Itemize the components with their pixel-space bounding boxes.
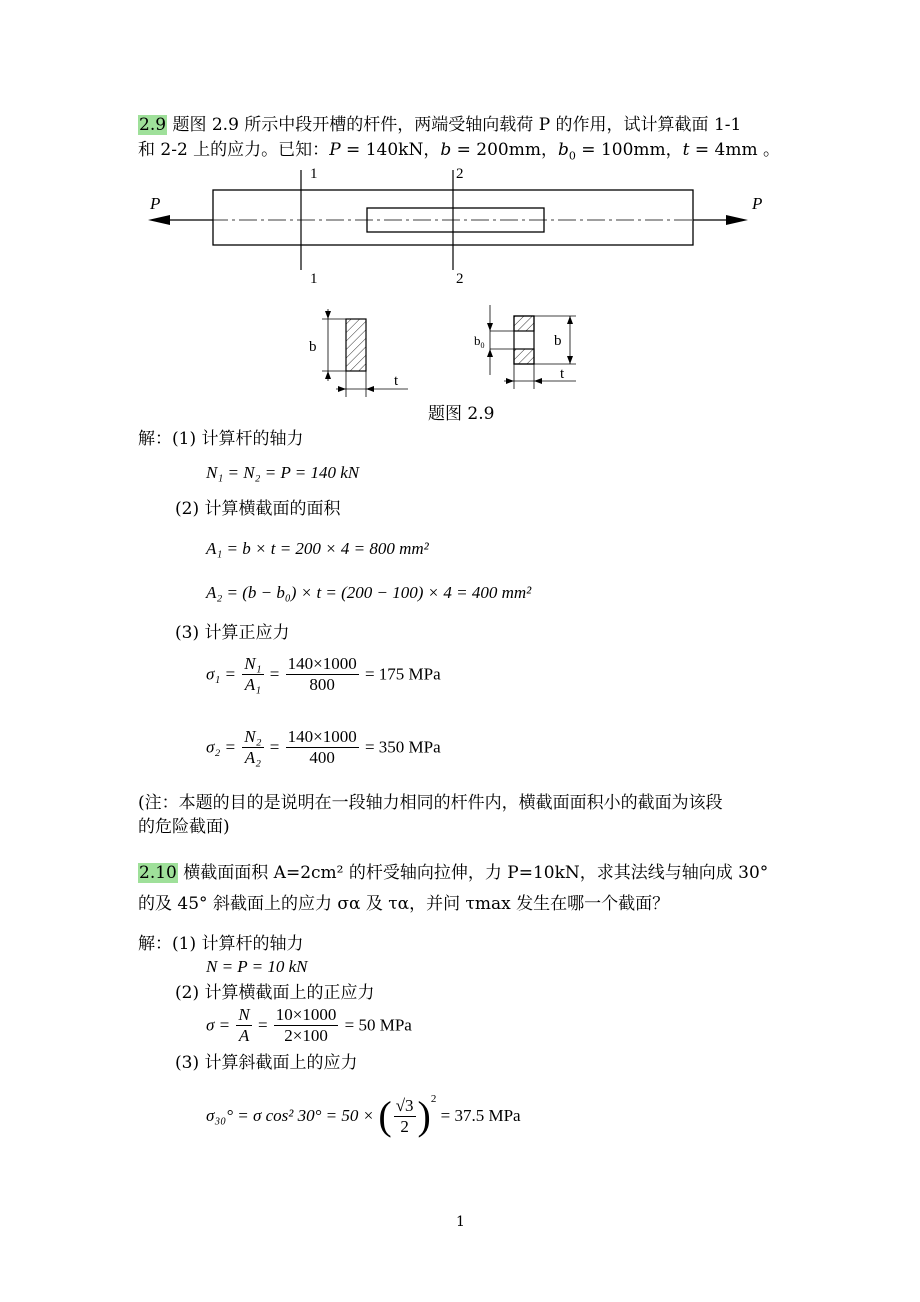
solution-2-10-eq2: σ = $\frac{N}{A}$ = $\frac{10\times 1000}{2\times 100}$ = 50 MPa bbox=[206, 1005, 412, 1045]
section-2-top-label: 2 bbox=[456, 166, 464, 182]
figure-caption: 题图 2.9 bbox=[428, 404, 495, 424]
solution-2-9-step3: (3) 计算正应力 bbox=[175, 623, 290, 643]
solution-2-9-eq2b: A₂ = (b − b₀) × t = (200 − 100) × 4 = 400 mm² bbox=[206, 583, 532, 602]
solution-2-10-eq1: N = P = 10 kN bbox=[206, 957, 308, 976]
problem-2-10-line2: 的及 45° 斜截面上的应力 σα 及 τα，并问 τmax 发生在哪一个截面？ bbox=[138, 894, 670, 914]
section-2-bottom-label: 2 bbox=[456, 271, 464, 287]
dim-b-label-2: b bbox=[554, 333, 562, 349]
solution-2-10-step1: 解：(1) 计算杆的轴力 bbox=[138, 934, 304, 954]
dim-b-label-1: b bbox=[309, 339, 317, 355]
problem-2-10-line1: 2.10 横截面面积 A=2cm² 的杆受轴向拉伸，力 P=10kN，求其法线与轴向成 30° bbox=[139, 863, 769, 883]
problem-2-9-line2: 和 2-2 上的应力。已知：P = 140kN，b = 200mm，$b_0 = 100mm$，t = 4mm 。 bbox=[138, 140, 781, 163]
left-load-label: P bbox=[150, 194, 161, 213]
section-1-top-label: 1 bbox=[310, 166, 318, 182]
problem-2-9-number: 2.9 bbox=[139, 115, 167, 135]
right-load-label: P bbox=[752, 194, 763, 213]
section-1-bottom-label: 1 bbox=[310, 271, 318, 287]
solution-2-9-eq3b: σ₂ = $\frac{\text{N₂}}{\text{A₂}}$ = $\frac{140\times 1000}{400}$ = 350 MPa bbox=[206, 727, 441, 767]
note-line2: 的危险截面) bbox=[138, 817, 230, 837]
dim-t-label-1: t bbox=[394, 373, 399, 389]
cross-section-1 bbox=[346, 319, 366, 371]
solution-2-9-step2: (2) 计算横截面的面积 bbox=[175, 499, 341, 519]
dim-b0-label: $b_0$ bbox=[474, 333, 485, 350]
page-number: 1 bbox=[456, 1214, 465, 1230]
figure-2-9 bbox=[140, 165, 800, 405]
problem-2-9-line1: 2.9 题图 2.9 所示中段开槽的杆件，两端受轴向载荷 P 的作用，试计算截面 1-1 bbox=[139, 115, 742, 135]
solution-2-10-step3: (3) 计算斜截面上的应力 bbox=[175, 1053, 358, 1073]
left-load-arrow bbox=[148, 215, 170, 225]
solution-2-10-step2: (2) 计算横截面上的正应力 bbox=[175, 983, 375, 1003]
note-line1: (注：本题的目的是说明在一段轴力相同的杆件内，横截面面积小的截面为该段 bbox=[138, 793, 723, 813]
solution-2-9-eq3a: σ₁ = $\frac{\text{N₁}}{\text{A₁}}$ = $\frac{140\times 1000}{800}$ = 175 MPa bbox=[206, 654, 441, 694]
solution-2-9-eq2a: A₁ = b × t = 200 × 4 = 800 mm² bbox=[206, 539, 429, 558]
dim-t-label-2: t bbox=[560, 366, 565, 382]
solution-2-10-eq3: σ₃₀° = σ cos² 30° = 50 × ( $\frac{√3}{2}$ )$^2$ = 37.5 MPa bbox=[206, 1093, 521, 1139]
solution-2-9-eq1: N₁ = N₂ = P = 140 kN bbox=[206, 463, 360, 482]
right-load-arrow bbox=[726, 215, 748, 225]
problem-2-10-number: 2.10 bbox=[139, 863, 177, 883]
solution-2-9-step1: 解：(1) 计算杆的轴力 bbox=[138, 429, 304, 449]
